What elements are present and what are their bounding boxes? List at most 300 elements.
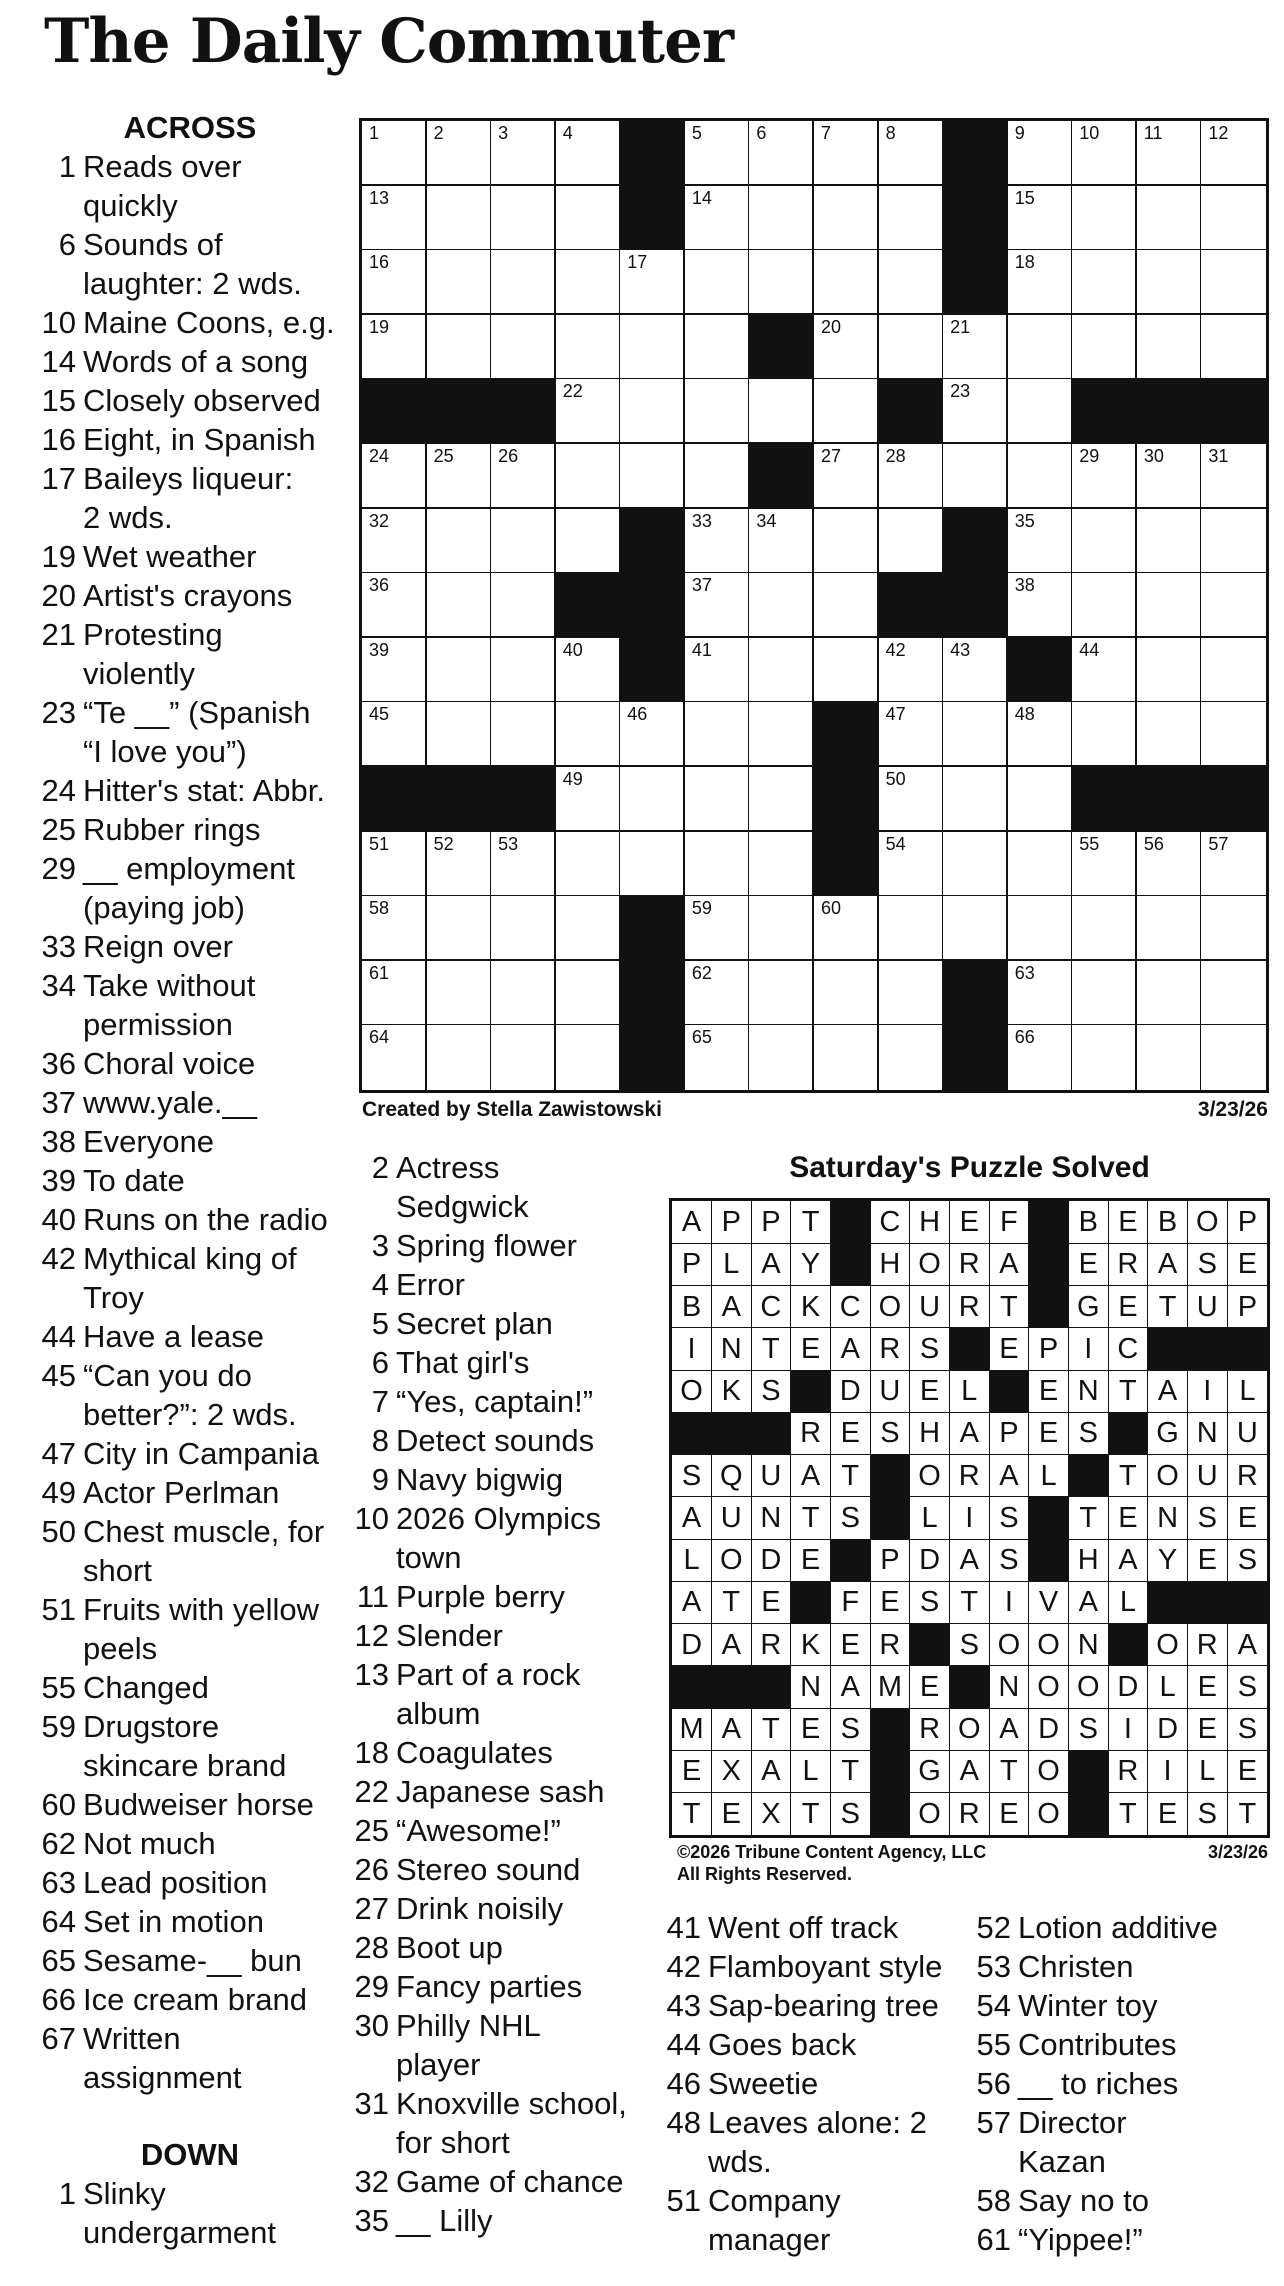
- grid-cell[interactable]: [685, 702, 750, 767]
- solution-cell: T: [672, 1793, 712, 1836]
- grid-cell[interactable]: [556, 315, 621, 380]
- clue-item: [40, 576, 340, 615]
- grid-cell[interactable]: [943, 444, 1008, 509]
- grid-cell[interactable]: [943, 638, 1008, 703]
- grid-cell[interactable]: [1008, 379, 1073, 444]
- solution-block: [1069, 1455, 1109, 1498]
- grid-cell[interactable]: [879, 186, 944, 251]
- grid-cell[interactable]: [427, 638, 492, 703]
- grid-cell[interactable]: [556, 832, 621, 897]
- grid-cell[interactable]: [1137, 832, 1202, 897]
- cell-number: 10: [1079, 123, 1100, 143]
- clue-number: 38: [41, 1124, 76, 1159]
- grid-cell[interactable]: [879, 250, 944, 315]
- grid-cell[interactable]: [1201, 1025, 1266, 1090]
- clue-text: Flamboyant style: [708, 1949, 943, 1984]
- solution-cell: S: [1188, 1243, 1228, 1286]
- grid-cell[interactable]: [491, 121, 556, 186]
- grid-cell[interactable]: [620, 444, 685, 509]
- cell-number: 30: [1143, 446, 1164, 466]
- grid-cell[interactable]: [620, 832, 685, 897]
- grid-cell[interactable]: [1201, 638, 1266, 703]
- solution-cell: A: [831, 1328, 871, 1371]
- grid-cell[interactable]: [1008, 896, 1073, 961]
- grid-cell[interactable]: [1072, 961, 1137, 1026]
- solution-block: [870, 1793, 910, 1836]
- grid-cell[interactable]: [749, 832, 814, 897]
- grid-cell[interactable]: [427, 250, 492, 315]
- grid-cell[interactable]: [1137, 315, 1202, 380]
- clue-number: 8: [371, 1423, 389, 1458]
- grid-cell[interactable]: [1201, 186, 1266, 251]
- solution-cell: T: [712, 1581, 752, 1624]
- grid-cell[interactable]: [491, 702, 556, 767]
- grid-cell[interactable]: [362, 509, 427, 574]
- grid-cell[interactable]: [943, 379, 1008, 444]
- cell-number: 51: [369, 833, 390, 854]
- clue-number: 31: [354, 2086, 389, 2121]
- grid-cell[interactable]: [1201, 509, 1266, 574]
- grid-cell[interactable]: [362, 444, 427, 509]
- cell-number: 41: [691, 639, 712, 660]
- grid-cell[interactable]: [427, 315, 492, 380]
- grid-cell[interactable]: [1008, 1025, 1073, 1090]
- clue-item: [353, 2006, 663, 2084]
- grid-cell[interactable]: [556, 186, 621, 251]
- solution-cell: E: [712, 1793, 752, 1836]
- clue-number: 58: [976, 2183, 1011, 2218]
- grid-cell[interactable]: [620, 767, 685, 832]
- grid-cell[interactable]: [491, 638, 556, 703]
- grid-cell[interactable]: [749, 573, 814, 638]
- solution-cell: A: [989, 1455, 1029, 1498]
- grid-cell[interactable]: [879, 832, 944, 897]
- solution-cell: E: [751, 1581, 791, 1624]
- grid-cell[interactable]: [1137, 186, 1202, 251]
- cell-number: 31: [1208, 446, 1229, 466]
- grid-cell[interactable]: [1008, 832, 1073, 897]
- cell-number: 8: [885, 123, 896, 143]
- cell-number: 18: [1014, 252, 1035, 273]
- grid-cell[interactable]: [427, 702, 492, 767]
- clue-number: 39: [41, 1163, 76, 1198]
- grid-cell[interactable]: [491, 250, 556, 315]
- grid-block: [1201, 767, 1266, 832]
- solution-cell: U: [712, 1497, 752, 1540]
- clue-text: Choral voice: [83, 1046, 256, 1081]
- cell-number: 5: [691, 123, 702, 143]
- grid-cell[interactable]: [685, 315, 750, 380]
- solution-cell: N: [989, 1666, 1029, 1709]
- clue-number: 22: [354, 1774, 389, 1809]
- clue-text: better?”: 2 wds.: [83, 1397, 297, 1432]
- grid-cell[interactable]: [1072, 121, 1137, 186]
- clue-item: [40, 1824, 340, 1863]
- grid-cell[interactable]: [1072, 509, 1137, 574]
- grid-cell[interactable]: [1201, 896, 1266, 961]
- clue-number: 65: [41, 1943, 76, 1978]
- grid-cell[interactable]: [943, 896, 1008, 961]
- grid-cell[interactable]: [814, 121, 879, 186]
- solution-cell: E: [989, 1328, 1029, 1371]
- grid-cell[interactable]: [814, 315, 879, 380]
- solution-cell: I: [989, 1581, 1029, 1624]
- grid-cell[interactable]: [749, 702, 814, 767]
- clue-item: [353, 1733, 663, 1772]
- grid-cell[interactable]: [362, 896, 427, 961]
- grid-cell[interactable]: [1072, 1025, 1137, 1090]
- grid-cell[interactable]: [620, 250, 685, 315]
- clue-text: “Can you do: [83, 1358, 252, 1393]
- solution-block: [1188, 1581, 1228, 1624]
- grid-cell[interactable]: [749, 186, 814, 251]
- cell-number: 25: [433, 446, 454, 466]
- grid-cell[interactable]: [685, 121, 750, 186]
- grid-cell[interactable]: [879, 638, 944, 703]
- clue-number: 44: [666, 2027, 701, 2062]
- clue-text: Purple berry: [396, 1579, 565, 1614]
- grid-cell[interactable]: [620, 702, 685, 767]
- cell-number: 60: [821, 898, 842, 919]
- clue-item: [975, 2025, 1275, 2064]
- clue-item: [40, 1044, 340, 1083]
- solution-cell: A: [672, 1581, 712, 1624]
- cell-number: 20: [821, 316, 842, 337]
- clue-item: [975, 1908, 1275, 1947]
- clue-text: Secret plan: [396, 1306, 553, 1341]
- clue-item: [353, 1772, 663, 1811]
- grid-cell[interactable]: [1137, 509, 1202, 574]
- clue-column-3: [665, 1908, 970, 2259]
- solution-cell: X: [712, 1750, 752, 1793]
- grid-cell[interactable]: [685, 186, 750, 251]
- grid-cell[interactable]: [427, 509, 492, 574]
- solution-cell: P: [672, 1243, 712, 1286]
- clue-item: [975, 2181, 1275, 2220]
- grid-cell[interactable]: [879, 702, 944, 767]
- solution-cell: A: [1148, 1370, 1188, 1413]
- clue-text: “Te __” (Spanish: [83, 695, 311, 730]
- solution-cell: S: [831, 1793, 871, 1836]
- grid-cell[interactable]: [362, 121, 427, 186]
- grid-cell[interactable]: [1137, 1025, 1202, 1090]
- grid-cell[interactable]: [491, 961, 556, 1026]
- grid-cell[interactable]: [749, 121, 814, 186]
- grid-cell[interactable]: [685, 961, 750, 1026]
- grid-cell[interactable]: [685, 444, 750, 509]
- grid-cell[interactable]: [1201, 702, 1266, 767]
- clue-number: 28: [354, 1930, 389, 1965]
- clue-item: [40, 615, 340, 693]
- grid-cell[interactable]: [1008, 509, 1073, 574]
- clue-text: Sap-bearing tree: [708, 1988, 939, 2023]
- grid-cell[interactable]: [879, 509, 944, 574]
- grid-cell[interactable]: [685, 896, 750, 961]
- solution-cell: I: [672, 1328, 712, 1371]
- grid-cell[interactable]: [427, 444, 492, 509]
- grid-cell[interactable]: [943, 702, 1008, 767]
- solution-cell: F: [989, 1201, 1029, 1244]
- grid-cell[interactable]: [685, 1025, 750, 1090]
- grid-cell[interactable]: [879, 961, 944, 1026]
- grid-cell[interactable]: [491, 573, 556, 638]
- cell-number: 21: [950, 316, 971, 337]
- grid-cell[interactable]: [749, 509, 814, 574]
- grid-cell[interactable]: [814, 379, 879, 444]
- clue-text: Wet weather: [83, 539, 257, 574]
- grid-cell[interactable]: [362, 961, 427, 1026]
- clue-text: laughter: 2 wds.: [83, 266, 302, 301]
- grid-cell[interactable]: [943, 832, 1008, 897]
- grid-cell[interactable]: [1201, 250, 1266, 315]
- grid-cell[interactable]: [1201, 121, 1266, 186]
- grid-cell[interactable]: [879, 121, 944, 186]
- grid-cell[interactable]: [1008, 121, 1073, 186]
- grid-cell[interactable]: [556, 702, 621, 767]
- grid-cell[interactable]: [814, 250, 879, 315]
- solution-block: [1029, 1497, 1069, 1540]
- grid-cell[interactable]: [556, 896, 621, 961]
- grid-cell[interactable]: [556, 250, 621, 315]
- clue-item: [353, 1928, 663, 1967]
- grid-cell[interactable]: [685, 638, 750, 703]
- clue-item: [40, 771, 340, 810]
- grid-cell[interactable]: [879, 767, 944, 832]
- grid-cell[interactable]: [685, 573, 750, 638]
- solution-cell: D: [1029, 1708, 1069, 1751]
- grid-cell[interactable]: [1072, 702, 1137, 767]
- grid-cell[interactable]: [491, 509, 556, 574]
- solution-cell: N: [712, 1328, 752, 1371]
- grid-cell[interactable]: [749, 767, 814, 832]
- solution-cell: E: [791, 1539, 831, 1582]
- cell-number: 48: [1014, 704, 1035, 725]
- grid-cell[interactable]: [491, 186, 556, 251]
- grid-cell[interactable]: [1072, 573, 1137, 638]
- grid-cell[interactable]: [362, 832, 427, 897]
- grid-cell[interactable]: [685, 250, 750, 315]
- grid-cell[interactable]: [1072, 832, 1137, 897]
- grid-cell[interactable]: [749, 1025, 814, 1090]
- grid-cell[interactable]: [879, 315, 944, 380]
- solution-cell: P: [1227, 1201, 1267, 1244]
- grid-cell[interactable]: [814, 638, 879, 703]
- grid-cell[interactable]: [1008, 767, 1073, 832]
- grid-cell[interactable]: [749, 961, 814, 1026]
- grid-cell[interactable]: [1008, 250, 1073, 315]
- solution-block: [751, 1412, 791, 1455]
- grid-cell[interactable]: [491, 896, 556, 961]
- grid-cell[interactable]: [685, 379, 750, 444]
- clue-item: [40, 1668, 340, 1707]
- grid-cell[interactable]: [1072, 638, 1137, 703]
- grid-cell[interactable]: [685, 767, 750, 832]
- grid-cell[interactable]: [1137, 896, 1202, 961]
- cell-number: 38: [1014, 575, 1035, 596]
- grid-cell[interactable]: [1201, 832, 1266, 897]
- clue-text: player: [396, 2047, 481, 2082]
- grid-cell[interactable]: [1072, 444, 1137, 509]
- grid-cell[interactable]: [427, 186, 492, 251]
- grid-cell[interactable]: [1008, 444, 1073, 509]
- grid-cell[interactable]: [1137, 961, 1202, 1026]
- grid-cell[interactable]: [814, 961, 879, 1026]
- grid-cell[interactable]: [749, 379, 814, 444]
- grid-cell[interactable]: [1008, 702, 1073, 767]
- clue-text: “Yippee!”: [1018, 2222, 1143, 2257]
- clue-text: Hitter's stat: Abbr.: [83, 773, 325, 808]
- grid-block: [1072, 767, 1137, 832]
- clue-number: 47: [41, 1436, 76, 1471]
- grid-block: [943, 186, 1008, 251]
- grid-cell[interactable]: [814, 444, 879, 509]
- grid-cell[interactable]: [1137, 638, 1202, 703]
- grid-cell[interactable]: [749, 250, 814, 315]
- grid-cell[interactable]: [1008, 961, 1073, 1026]
- clue-text: undergarment: [83, 2215, 277, 2250]
- grid-cell[interactable]: [943, 767, 1008, 832]
- grid-cell[interactable]: [1201, 315, 1266, 380]
- grid-cell[interactable]: [556, 509, 621, 574]
- solution-cell: K: [712, 1370, 752, 1413]
- grid-cell[interactable]: [362, 1025, 427, 1090]
- grid-cell[interactable]: [620, 315, 685, 380]
- grid-cell[interactable]: [1072, 250, 1137, 315]
- clue-text: Drugstore: [83, 1709, 220, 1744]
- clue-item: [40, 1980, 340, 2019]
- grid-cell[interactable]: [620, 379, 685, 444]
- grid-cell[interactable]: [556, 121, 621, 186]
- grid-cell[interactable]: [749, 638, 814, 703]
- grid-cell[interactable]: [1201, 573, 1266, 638]
- solution-cell: T: [831, 1455, 871, 1498]
- grid-cell[interactable]: [879, 444, 944, 509]
- grid-cell[interactable]: [491, 444, 556, 509]
- solution-cell: O: [672, 1370, 712, 1413]
- clue-item: [353, 1655, 663, 1733]
- grid-cell[interactable]: [943, 315, 1008, 380]
- grid-cell[interactable]: [685, 832, 750, 897]
- clue-text: “Awesome!”: [396, 1813, 561, 1848]
- clue-item: [40, 1122, 340, 1161]
- grid-cell[interactable]: [427, 961, 492, 1026]
- grid-cell[interactable]: [427, 832, 492, 897]
- grid-block: [1137, 379, 1202, 444]
- solution-cell: C: [1108, 1328, 1148, 1371]
- clue-column-1: [40, 108, 340, 2252]
- clue-number: 55: [41, 1670, 76, 1705]
- grid-cell[interactable]: [556, 961, 621, 1026]
- grid-cell[interactable]: [362, 250, 427, 315]
- grid-cell[interactable]: [1137, 702, 1202, 767]
- solution-cell: L: [712, 1243, 752, 1286]
- grid-block: [1137, 767, 1202, 832]
- grid-cell[interactable]: [491, 832, 556, 897]
- solution-cell: X: [751, 1793, 791, 1836]
- grid-cell[interactable]: [814, 186, 879, 251]
- grid-cell[interactable]: [556, 638, 621, 703]
- grid-block: [943, 573, 1008, 638]
- clue-number: 3: [371, 1228, 389, 1263]
- grid-cell[interactable]: [814, 509, 879, 574]
- clue-item: [353, 2084, 663, 2162]
- solution-cell: E: [1227, 1243, 1267, 1286]
- clue-item: [40, 2019, 340, 2097]
- cell-number: 55: [1079, 833, 1100, 854]
- grid-cell[interactable]: [362, 638, 427, 703]
- grid-block: [943, 121, 1008, 186]
- clue-number: 67: [41, 2021, 76, 2056]
- grid-cell[interactable]: [1072, 315, 1137, 380]
- grid-cell[interactable]: [556, 379, 621, 444]
- puzzle-title: The Daily Commuter: [44, 6, 734, 77]
- solution-cell: E: [1108, 1286, 1148, 1329]
- grid-cell[interactable]: [427, 896, 492, 961]
- grid-cell[interactable]: [491, 1025, 556, 1090]
- grid-cell[interactable]: [556, 444, 621, 509]
- grid-cell[interactable]: [1072, 186, 1137, 251]
- solution-cell: O: [1029, 1666, 1069, 1709]
- grid-cell[interactable]: [1201, 961, 1266, 1026]
- clue-item: [40, 1941, 340, 1980]
- solution-cell: E: [950, 1201, 990, 1244]
- grid-cell[interactable]: [1008, 573, 1073, 638]
- grid-cell[interactable]: [427, 1025, 492, 1090]
- grid-cell[interactable]: [427, 573, 492, 638]
- grid-cell[interactable]: [814, 1025, 879, 1090]
- grid-cell[interactable]: [879, 896, 944, 961]
- grid-cell[interactable]: [1072, 896, 1137, 961]
- solution-cell: R: [751, 1624, 791, 1667]
- grid-cell[interactable]: [362, 573, 427, 638]
- clue-number: 6: [58, 227, 76, 262]
- grid-cell[interactable]: [427, 121, 492, 186]
- grid-cell[interactable]: [491, 315, 556, 380]
- grid-cell[interactable]: [556, 1025, 621, 1090]
- grid-cell[interactable]: [814, 896, 879, 961]
- solution-block: [1029, 1539, 1069, 1582]
- grid-cell[interactable]: [362, 702, 427, 767]
- clue-number: 16: [41, 422, 76, 457]
- grid-cell[interactable]: [1137, 573, 1202, 638]
- clue-item: [665, 2025, 970, 2064]
- grid-cell[interactable]: [1201, 444, 1266, 509]
- clue-item: [40, 1707, 340, 1785]
- grid-cell[interactable]: [749, 896, 814, 961]
- grid-cell[interactable]: [362, 315, 427, 380]
- grid-cell[interactable]: [879, 1025, 944, 1090]
- grid-cell[interactable]: [556, 767, 621, 832]
- grid-cell[interactable]: [1008, 315, 1073, 380]
- solution-cell: O: [950, 1708, 990, 1751]
- grid-cell[interactable]: [685, 509, 750, 574]
- grid-cell[interactable]: [1137, 121, 1202, 186]
- cell-number: 2: [433, 123, 444, 143]
- solution-cell: L: [672, 1539, 712, 1582]
- grid-cell[interactable]: [1137, 250, 1202, 315]
- clue-item: [353, 1616, 663, 1655]
- grid-cell[interactable]: [1137, 444, 1202, 509]
- grid-cell[interactable]: [1008, 186, 1073, 251]
- clue-text: Closely observed: [83, 383, 321, 418]
- solution-block: [672, 1666, 712, 1709]
- solution-block: [1108, 1412, 1148, 1455]
- cell-number: 57: [1208, 833, 1229, 854]
- grid-cell[interactable]: [814, 573, 879, 638]
- solution-cell: S: [1188, 1497, 1228, 1540]
- clue-number: 43: [666, 1988, 701, 2023]
- grid-cell[interactable]: [362, 186, 427, 251]
